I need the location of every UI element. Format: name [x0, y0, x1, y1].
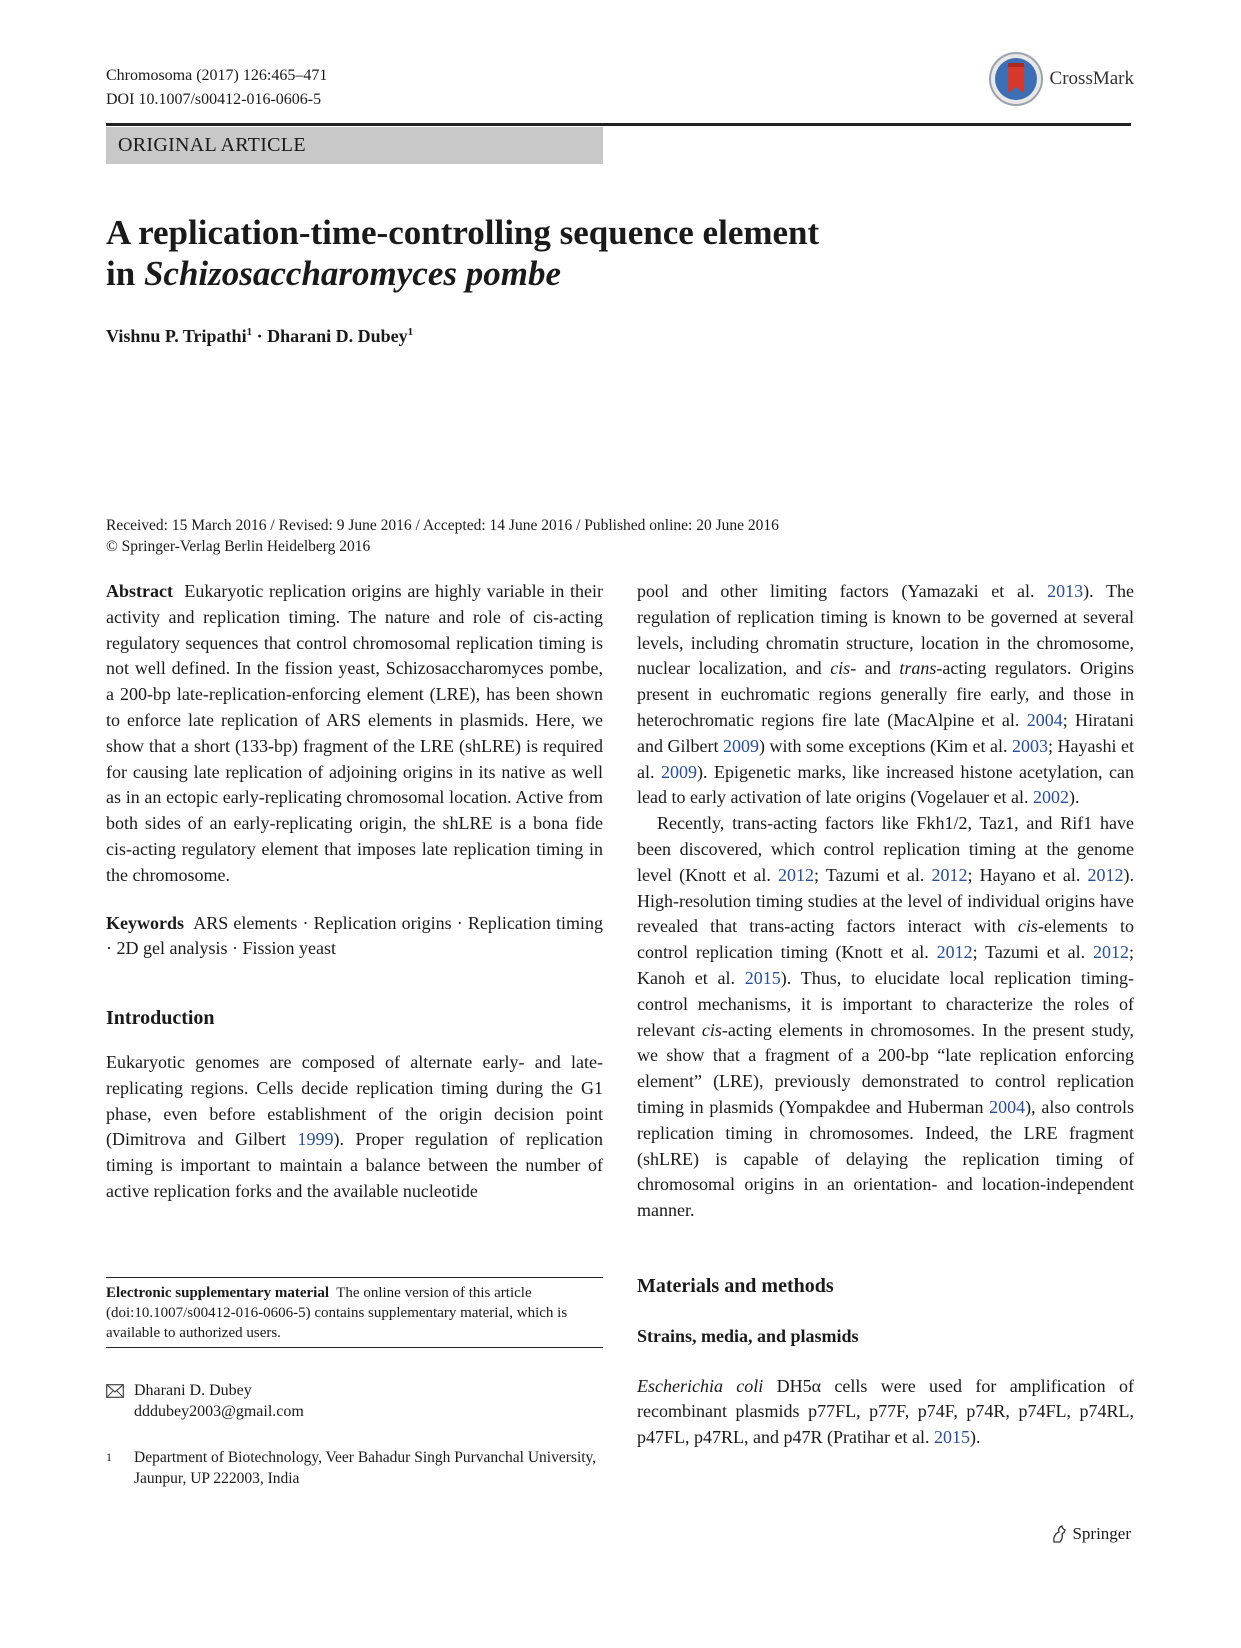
- abstract: [106, 579, 603, 889]
- text-run: -elements to control replication timing (Knott et al.: [637, 916, 1134, 963]
- text-run: ). Epigenetic marks, like increased histone acetylation, can lead to early activation of late origins (Vogelauer et al.: [637, 761, 1134, 808]
- affiliation-number: 1: [106, 1450, 112, 1464]
- text-run: ; Hayashi et al.: [637, 735, 1134, 782]
- italic-term: cis: [830, 658, 851, 679]
- species-name: Escherichia coli: [637, 1375, 764, 1396]
- title-species: Schizosaccharomyces pombe: [143, 254, 561, 293]
- citation-link[interactable]: 2012: [1092, 942, 1129, 963]
- title-prefix: in: [106, 254, 144, 293]
- doi[interactable]: DOI 10.1007/s00412-016-0606-5: [106, 91, 322, 108]
- text-run: ), also controls replication timing in chromosomes. Indeed, the LRE fragment (shLRE) is capable of delaying the replication timing of chromosomal origins in an orientation- and location-independent manner.: [637, 1096, 1134, 1221]
- italic-term: cis: [1017, 916, 1038, 937]
- text-run: ).: [1069, 787, 1080, 808]
- citation-link[interactable]: 2013: [1047, 581, 1084, 601]
- journal-info: [106, 64, 327, 112]
- citation-link[interactable]: 2015: [744, 967, 781, 988]
- crossmark-badge[interactable]: [988, 47, 1134, 111]
- crossmark-icon: [988, 51, 1044, 107]
- citation-link[interactable]: 1999: [297, 1129, 334, 1150]
- text-run: pool and other limiting factors (Yamazaki et al.: [637, 581, 1048, 601]
- citation-link[interactable]: 2012: [936, 942, 973, 963]
- journal-citation: Chromosoma (2017) 126:465–471: [106, 67, 328, 84]
- citation-link[interactable]: 2004: [1026, 709, 1063, 730]
- article-type-banner: ORIGINAL ARTICLE: [106, 127, 603, 164]
- citation-link[interactable]: 2003: [1012, 735, 1048, 756]
- intro-text-1: Eukaryotic genomes are composed of alternate early- and late-replicating regions. Cells decide replication timing during the G1 phase, even before establishment of the origin decision point (Dimitrova and Gilbert: [106, 1051, 603, 1150]
- publication-dates: [106, 515, 779, 557]
- springer-horse-icon: [1050, 1524, 1068, 1544]
- text-run: ) with some exceptions (Kim et al.: [759, 735, 1012, 756]
- text-run: ).: [969, 1427, 981, 1448]
- supplementary-note: [106, 1277, 603, 1348]
- citation-link[interactable]: 2009: [661, 761, 698, 782]
- keywords-text: ARS elements · Replication origins · Replication timing · 2D gel analysis · Fission yeast: [106, 912, 603, 959]
- copyright: © Springer-Verlag Berlin Heidelberg 2016: [106, 538, 371, 555]
- text-run: DH5α cells were used for amplification of recombinant plasmids p77FL, p77F, p74F, p74R, p74FL, p74RL, p47FL, p47RL, and p47R (Pratihar et al.: [637, 1375, 1134, 1448]
- citation-link[interactable]: 2009: [723, 735, 759, 756]
- italic-term: cis: [701, 1019, 722, 1040]
- abstract-label: Abstract: [106, 581, 173, 601]
- left-column: [106, 579, 603, 1205]
- introduction-heading: Introduction: [106, 1007, 215, 1030]
- text-run: ; Tazumi et al.: [972, 942, 1093, 963]
- text-run: ). Thus, to elucidate local replication timing-control mechanisms, it is important to characterize the roles of relevant: [637, 967, 1135, 1040]
- envelope-icon: [106, 1384, 124, 1398]
- supplementary-text: The online version of this article (doi:10.1007/s00412-016-0606-5) contains supplementary material, which is available to authorized users.: [106, 1285, 568, 1341]
- corresponding-email[interactable]: dddubey2003@gmail.com: [134, 1403, 304, 1420]
- article-title: [106, 212, 1126, 294]
- publisher-logo: [1050, 1524, 1131, 1544]
- author-separator: ·: [252, 326, 268, 346]
- strains-subheading: Strains, media, and plasmids: [637, 1325, 859, 1346]
- title-line-2: [106, 253, 1126, 294]
- right-paragraph-2: [637, 811, 1134, 1224]
- text-run: ; Tazumi et al.: [814, 864, 932, 885]
- publisher-name: Springer: [1072, 1524, 1131, 1543]
- right-column: [637, 579, 1134, 1451]
- methods-heading: Materials and methods: [637, 1274, 834, 1297]
- author-list: [106, 326, 413, 347]
- text-run: -acting elements in chromosomes. In the present study, we show that a fragment of a 200-bp “late replication enforcing element” (LRE), previously demonstrated to control replication timing in plasmids (Yompakdee and Huberman: [637, 1019, 1134, 1117]
- correspondence: [106, 1380, 304, 1422]
- right-paragraph-1: [637, 579, 1134, 811]
- citation-link[interactable]: 2004: [989, 1096, 1026, 1117]
- crossmark-label: CrossMark: [1049, 68, 1134, 89]
- citation-link[interactable]: 2002: [1033, 787, 1070, 808]
- citation-link[interactable]: 2012: [778, 864, 815, 885]
- keywords: [106, 911, 603, 963]
- affiliation: [106, 1447, 603, 1489]
- title-line-1: A replication-time-controlling sequence element: [106, 213, 820, 252]
- history-dates: Received: 15 March 2016 / Revised: 9 June 2016 / Accepted: 14 June 2016 / Published online: 20 June 2016: [106, 517, 779, 534]
- author-2-affiliation: 1: [407, 326, 414, 338]
- introduction-paragraph: [106, 1050, 603, 1205]
- supplementary-label: Electronic supplementary material: [106, 1285, 330, 1301]
- text-run: ). High-resolution timing studies at the level of individual origins have revealed that trans-acting factors interact with: [637, 864, 1134, 937]
- citation-link[interactable]: 2012: [931, 864, 968, 885]
- citation-link[interactable]: 2012: [1087, 864, 1124, 885]
- author-1-affiliation: 1: [246, 326, 253, 338]
- header-rule: [106, 123, 1131, 126]
- italic-term: trans: [899, 658, 937, 679]
- text-run: ; Hiratani and Gilbert: [637, 709, 1134, 756]
- right-paragraph-3: [637, 1374, 1134, 1451]
- intro-text-2: ). Proper regulation of replication timing is important to maintain a balance between the number of active replication forks and the available nucleotide: [106, 1129, 603, 1201]
- text-run: Recently, trans-acting factors like Fkh1/2, Taz1, and Rif1 have been discovered, which control replication timing at the genome level (Knott et al.: [637, 813, 1134, 885]
- text-run: ; Kanoh et al.: [637, 942, 1134, 988]
- author-2[interactable]: Dharani D. Dubey: [267, 326, 408, 346]
- affiliation-text: Department of Biotechnology, Veer Bahadur Singh Purvanchal University, Jaunpur, UP 222003, India: [134, 1449, 597, 1487]
- citation-link[interactable]: 2015: [933, 1427, 970, 1448]
- abstract-text: Eukaryotic replication origins are highly variable in their activity and replication timing. The nature and role of cis-acting regulatory sequences that control chromosomal replication timing is not well defined. In the fission yeast, Schizosaccharomyces pombe, a 200-bp late-replication-enforcing element (LRE), has been shown to enforce late replication of ARS elements in plasmids. Here, we show that a short (133-bp) fragment of the LRE (shLRE) is required for causing late replication of adjoining origins in its native as well as in an ectopic early-replicating chromosomal location. Active from both sides of an early-replicating origin, the shLRE is a bona fide cis-acting regulatory element that imposes late replication timing in the chromosome.: [106, 581, 603, 885]
- text-run: -acting regulators. Origins present in euchromatic regions generally fire early, and those in heterochromatic regions fire late (MacAlpine et al.: [637, 658, 1135, 730]
- text-run: - and: [850, 658, 900, 679]
- keywords-label: Keywords: [106, 912, 184, 933]
- corresponding-author: Dharani D. Dubey: [134, 1382, 252, 1399]
- author-1[interactable]: Vishnu P. Tripathi: [106, 326, 247, 346]
- text-run: ; Hayano et al.: [967, 864, 1088, 885]
- text-run: ). The regulation of replication timing is known to be governed at several levels, including chromatin structure, location in the chromosome, nuclear localization, and: [637, 581, 1134, 679]
